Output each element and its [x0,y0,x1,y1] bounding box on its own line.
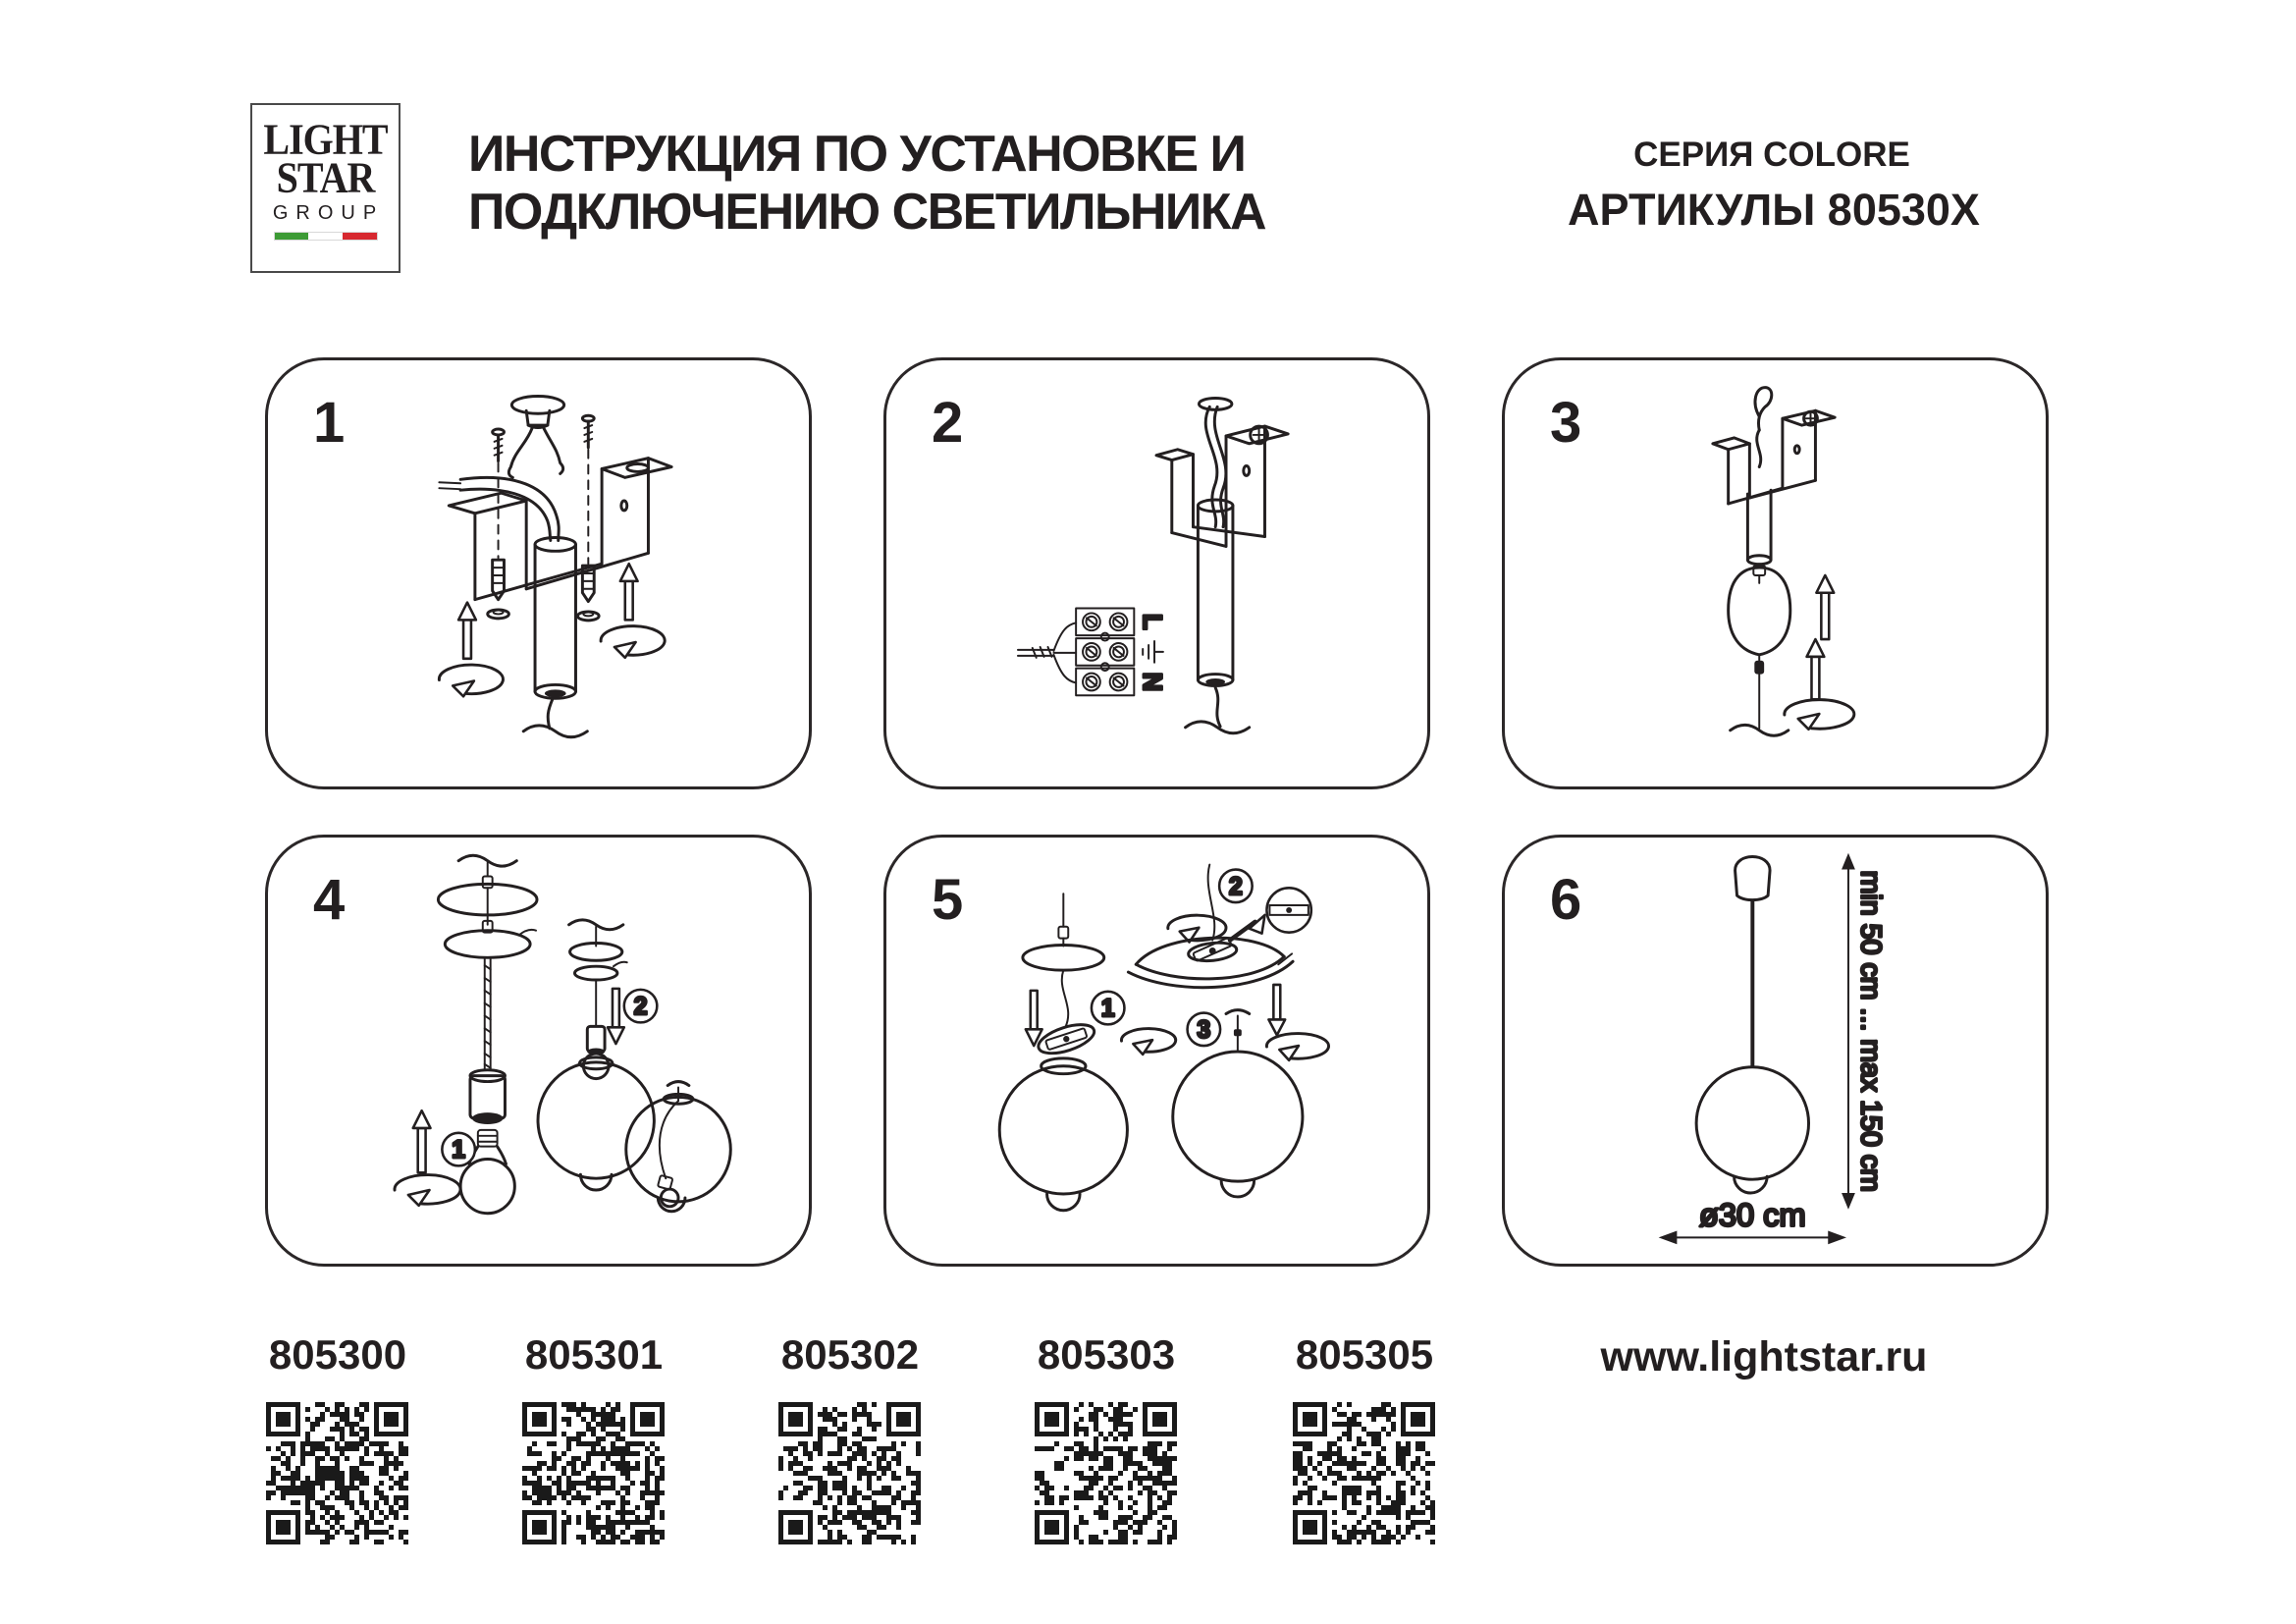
panel-number-6: 6 [1550,868,1582,932]
ceiling-canopy [508,396,563,477]
qr-code [522,1402,665,1544]
qr-code [778,1402,921,1544]
terminal-label-live: L [1138,614,1168,630]
down-arrow-icon [1026,991,1042,1046]
logo-text-star: STAR [276,152,375,202]
series-label: СЕРИЯ COLORE [1633,135,1910,174]
step-panel-4 [265,835,812,1267]
page-title [468,126,1265,242]
cord-and-canopy-discs [438,855,537,1069]
panel-number-1: 1 [313,391,346,455]
qr-code [1293,1402,1435,1544]
terminal-block [1018,609,1167,696]
flag-white [308,233,343,240]
step-2-illustration [886,360,1427,786]
step-5-illustration [886,838,1427,1264]
mounting-bracket [449,459,671,600]
flag-red [343,233,377,240]
suspension-tube [523,538,587,737]
diameter-label: ø30 cm [1699,1197,1806,1233]
step-1-label: 1 [1100,996,1115,1023]
step-panel-1 [265,357,812,789]
website-link: www.lightstar.ru [1600,1333,1928,1380]
finished-pendant [1696,856,1808,1193]
panel-number-4: 4 [313,868,346,932]
twist-arrow-icon [439,564,665,696]
cord-wave [523,726,587,737]
down-arrow-icon [1268,985,1285,1035]
step-panel-5 [883,835,1430,1267]
step-1-label: 1 [452,1137,465,1164]
logo-text-group: GROUP [272,202,385,224]
wall-anchor [488,450,599,621]
italian-flag-icon [274,232,378,241]
twist-arrow-icon [1121,1029,1175,1055]
step-1-illustration [268,360,809,786]
step-panel-2 [883,357,1430,789]
title-line-2: ПОДКЛЮЧЕНИЮ СВЕТИЛЬНИКА [468,184,1266,241]
step-3-illustration [1505,360,2046,786]
step-panel-6 [1502,835,2049,1267]
supply-wires [1018,623,1076,682]
article-code: 805303 [1037,1331,1176,1378]
mounting-bracket [1713,410,1835,504]
height-range-label: min 50 cm ... max 150 cm [1854,870,1887,1192]
article-code: 805305 [1295,1331,1434,1378]
step-6-illustration [1505,838,2046,1264]
logo-text-light: LIGHT [263,114,388,164]
articles-title: АРТИКУЛЫ 80530X [1568,185,1980,235]
globe-with-cord [626,1082,731,1212]
screw-icon [493,415,595,460]
flag-green [275,233,309,240]
height-dimension [1842,853,1887,1210]
panel-number-3: 3 [1550,391,1582,455]
title-line-1: ИНСТРУКЦИЯ ПО УСТАНОВКЕ И [468,126,1246,183]
panel-number-5: 5 [932,868,964,932]
twist-arrow-icon [1266,1034,1328,1060]
glass-globe [999,1058,1127,1211]
panel-number-2: 2 [932,391,964,455]
step-2-label: 2 [1229,873,1243,900]
up-arrow-icon [1816,575,1834,639]
lightstar-logo [250,103,400,273]
canopy-lock-detail [1128,865,1310,988]
down-arrow-icon [608,989,624,1044]
step-panel-3 [1502,357,2049,789]
article-code: 805302 [780,1331,920,1378]
qr-code [266,1402,408,1544]
step-3-label: 3 [1197,1016,1211,1044]
suspension-tube [1186,500,1250,733]
wire-loop [1755,388,1772,467]
diameter-dimension [1659,1198,1846,1245]
mounting-bracket [1156,426,1288,546]
twist-arrow-icon [1785,639,1854,730]
article-code: 805300 [268,1331,407,1378]
socket-and-bulb [583,1026,609,1078]
step-2-label: 2 [633,994,648,1021]
qr-code [1035,1402,1177,1544]
article-code: 805301 [524,1331,664,1378]
canopy-dome [1729,568,1790,735]
lamp-socket [470,1070,506,1124]
terminal-label-neutral: N [1138,672,1168,692]
earth-symbol [1143,641,1163,663]
step-4-illustration [268,838,809,1264]
